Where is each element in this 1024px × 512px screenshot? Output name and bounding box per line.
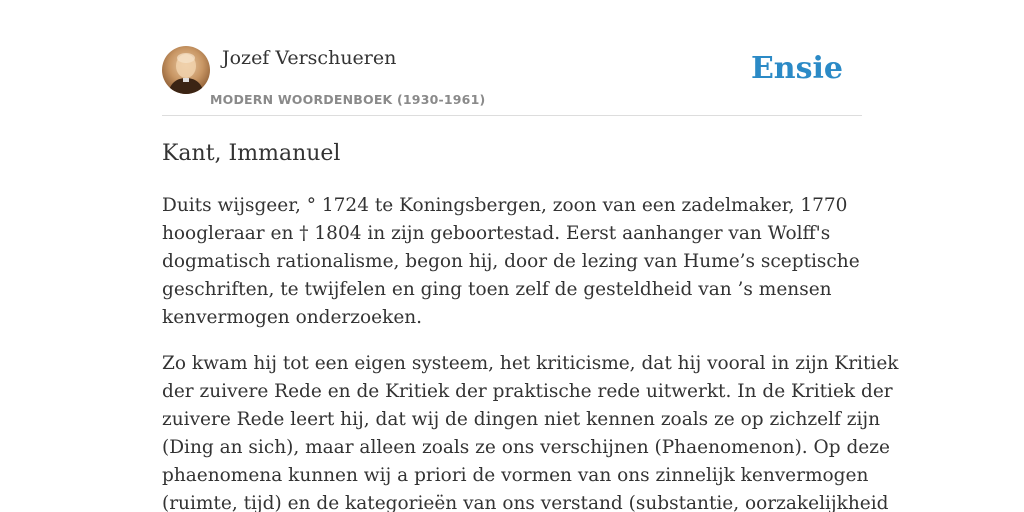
portrait-icon [162, 46, 210, 94]
author-avatar[interactable] [162, 46, 210, 94]
text-line: der zuivere Rede en de Kritiek der praktische rede uitwerkt. In de Kritiek der [162, 381, 893, 402]
article-body [162, 192, 899, 512]
text-line: kenvermogen onderzoeken. [162, 307, 423, 328]
text-line: (Ding an sich), maar alleen zoals ze ons verschijnen (Phaenomenon). Op deze [162, 437, 890, 458]
text-line: phaenomena kunnen wij a priori de vormen van ons zinnelijk kenvermogen [162, 465, 869, 486]
paragraph [162, 350, 899, 512]
header-divider [162, 115, 862, 116]
paragraph [162, 192, 862, 332]
author-name[interactable]: Jozef Verschueren [222, 47, 397, 69]
text-line: Zo kwam hij tot een eigen systeem, het kriticisme, dat hij vooral in zijn Kritiek [162, 353, 899, 374]
text-line: dogmatisch rationalisme, begon hij, door de lezing van Hume’s sceptische [162, 251, 860, 272]
header [162, 46, 862, 116]
brand-logo[interactable]: Ensie [750, 51, 843, 86]
text-line: zuivere Rede leert hij, dat wij de dingen niet kennen zoals ze op zichzelf zijn [162, 409, 881, 430]
article-title: Kant, Immanuel [162, 141, 341, 166]
text-line: geschriften, te twijfelen en ging toen zelf de gesteldheid van ’s mensen [162, 279, 832, 300]
text-line: hoogleraar en † 1804 in zijn geboortestad. Eerst aanhanger van Wolff's [162, 223, 831, 244]
source-label[interactable]: MODERN WOORDENBOEK (1930-1961) [210, 92, 486, 107]
text-line: Duits wijsgeer, ° 1724 te Koningsbergen, zoon van een zadelmaker, 1770 [162, 195, 848, 216]
text-line: (ruimte, tijd) en de kategorieën van ons verstand (substantie, oorzakelijkheid [162, 493, 889, 512]
